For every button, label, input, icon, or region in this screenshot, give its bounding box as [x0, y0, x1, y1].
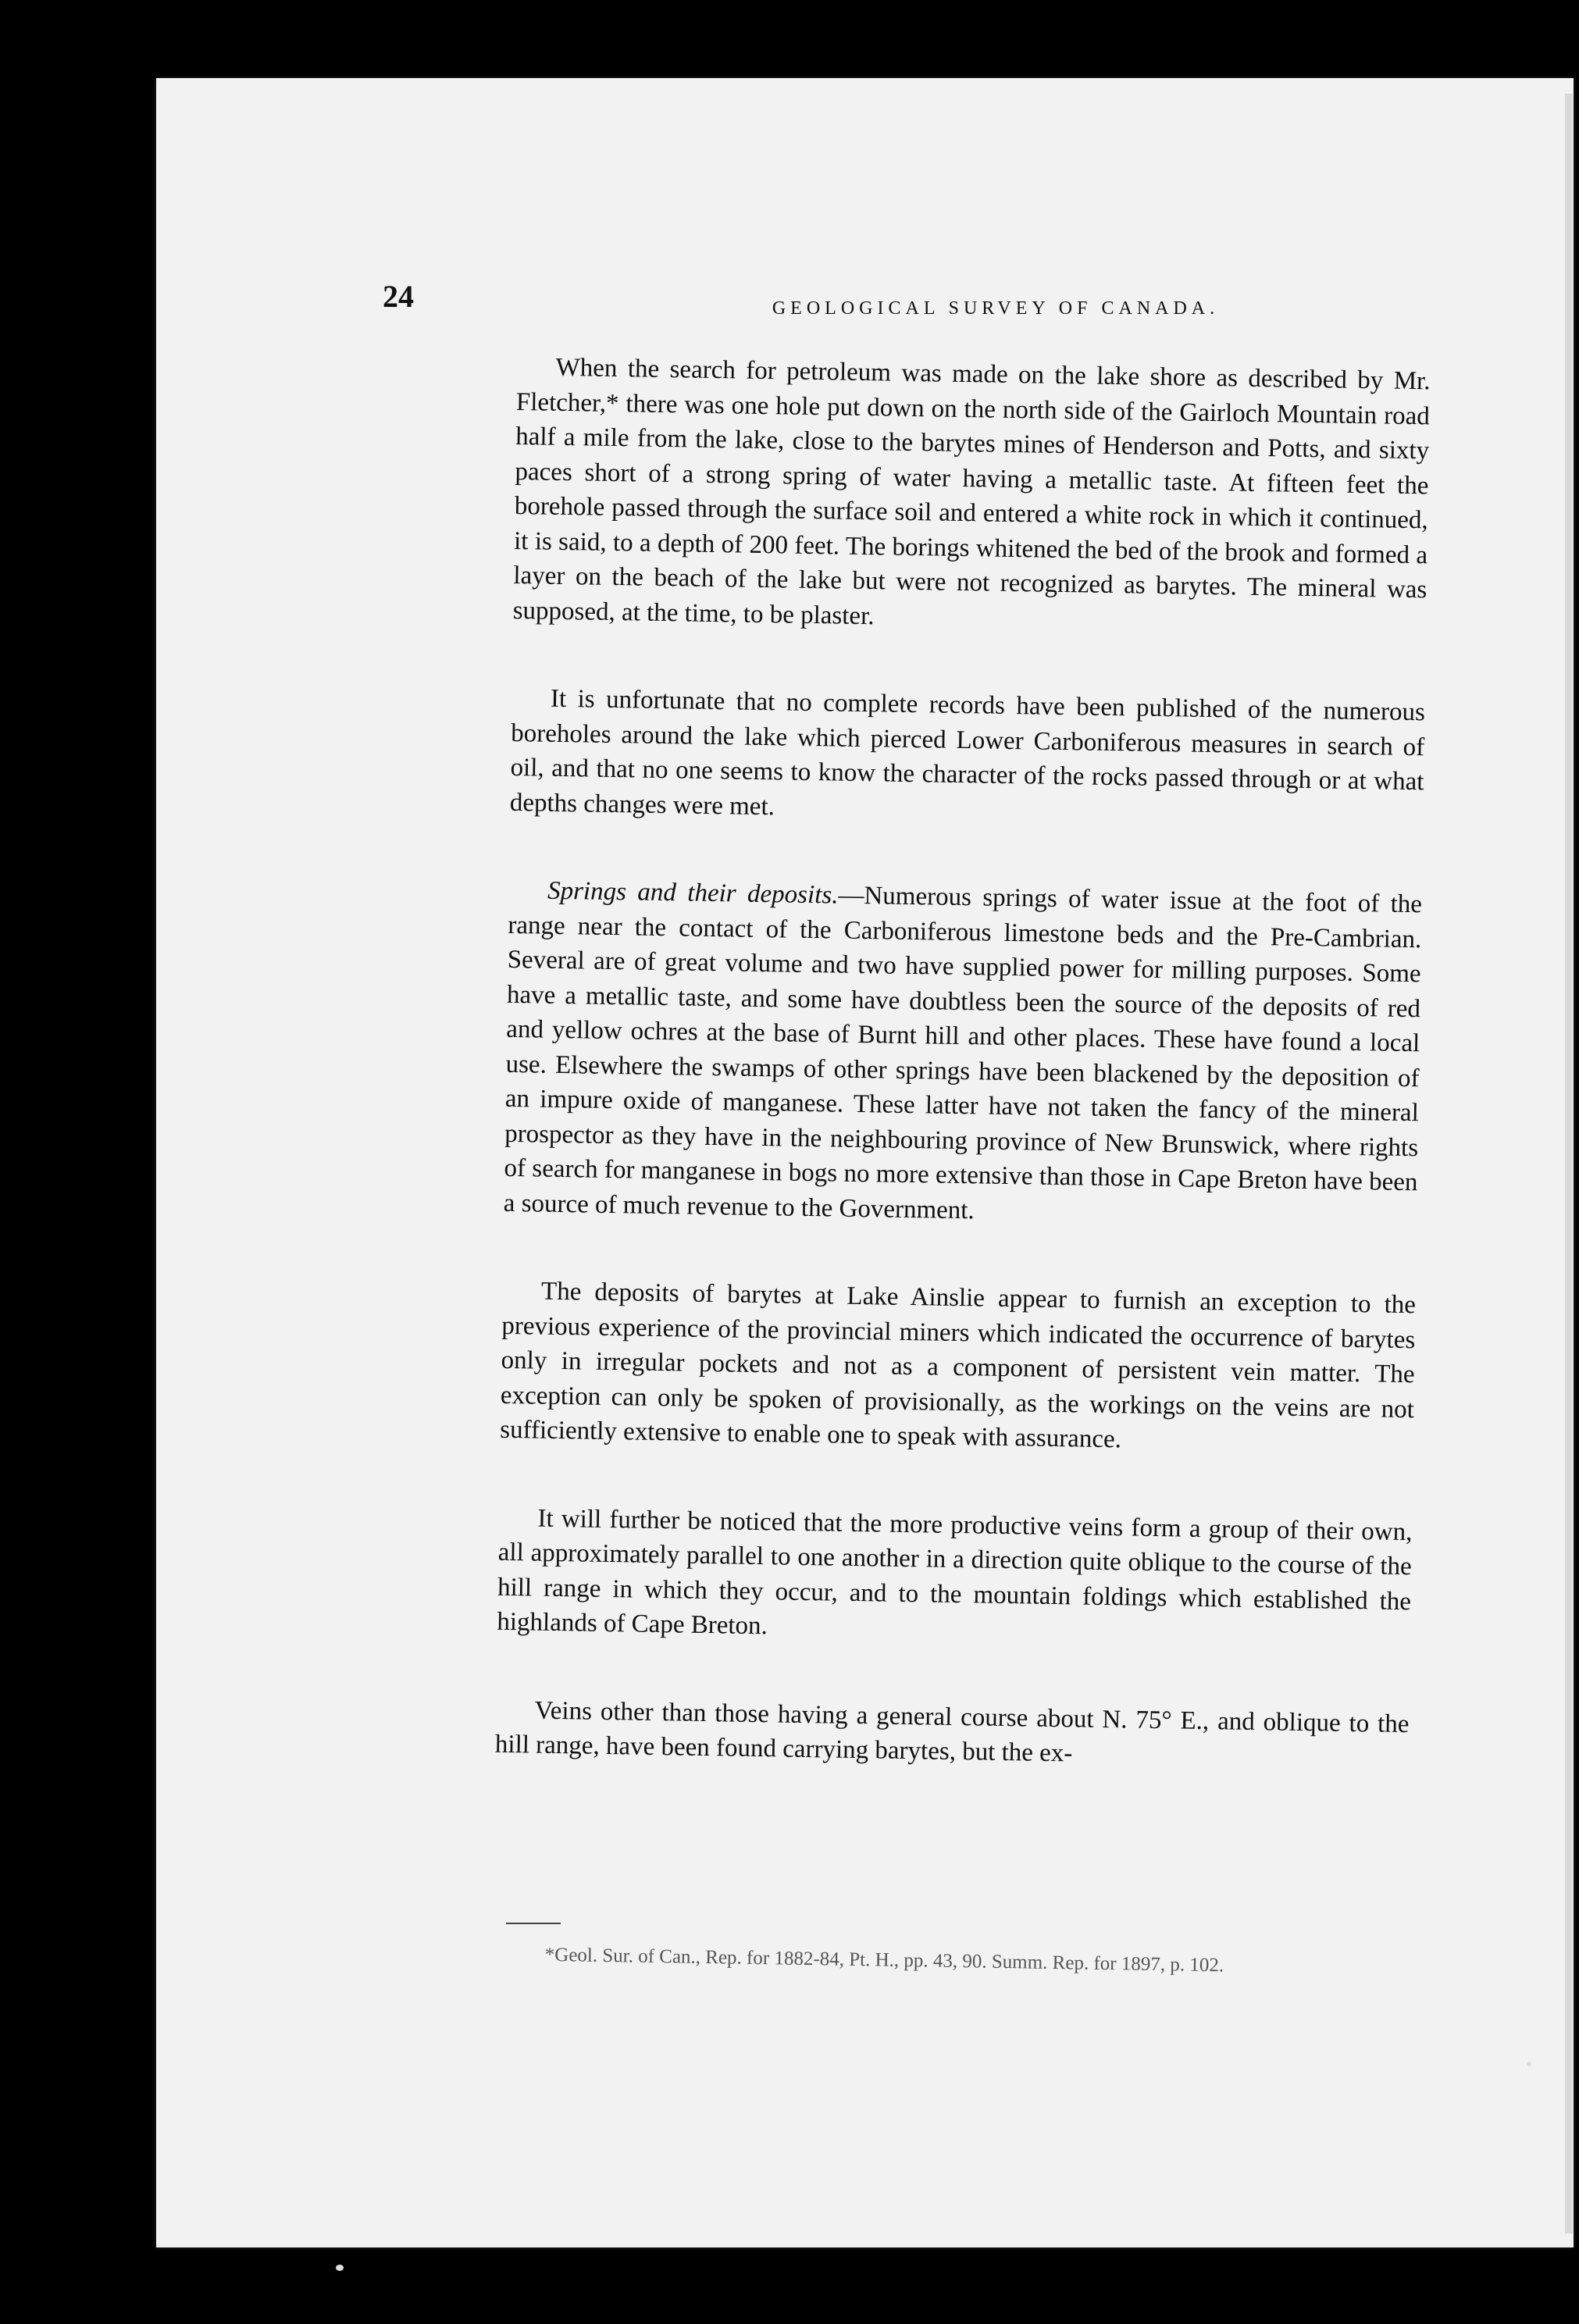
- paragraph-3: [503, 873, 1422, 1235]
- dust-speck: [1527, 2062, 1531, 2066]
- paragraph-2: It is unfortunate that no complete records have been published of the numerous boreholes around the lake which pierced Lower Carboniferous measures in search of oil, and that no one seems to know the character of the rocks passed through or at what depths changes were met.: [509, 684, 1426, 821]
- paragraph-5: It will further be noticed that the more productive veins form a group of their own, all approximately parallel to one another in a direction quite oblique to the course of the hill range in which they occur, and to the mountain foldings which established the highlands of Cape Breton.: [497, 1504, 1413, 1641]
- footnote-rule: [506, 1923, 561, 1924]
- footnote: *Geol. Sur. of Can., Rep. for 1882-84, Pt. H., pp. 43, 90. Summ. Rep. for 1897, p. 102.: [544, 1944, 1224, 1976]
- section-heading: Springs and their deposits.: [547, 876, 839, 910]
- running-header: [383, 278, 1492, 325]
- page-edge: [1565, 94, 1573, 2233]
- paragraph-4: The deposits of barytes at Lake Ainslie appear to furnish an exception to the previous experience of the provincial miners which indicated the occurrence of barytes only in irregular pockets and not as a component of persistent vein matter. The exception can only be spoken of provisionally, as the workings on the veins are not sufficiently extensive to enable one to speak with assurance.: [499, 1277, 1417, 1454]
- paragraph-3-text: —Numerous springs of water issue at the foot of the range near the contact of the Carboniferous limestone beds and the Pre-Cambrian. Several are of great volume and two have supplied power for milling purposes. Some have a metallic taste, and some have doubtless been the source of the deposits of red and yellow ochres at the base of Burnt hill and other places. These have found a local use. Elsewhere the swamps of other springs have been blackened by the deposition of an impure oxide of manganese. These latter have not taken the fancy of the mineral prospector as they have in the neighbouring province of New Brunswick, where rights of search for manganese in bogs no more extensive than those in Cape Breton have been a source of much revenue to the Government.: [503, 881, 1423, 1224]
- paragraph-6: Veins other than those having a general course about N. 75° E., and oblique to the hill range, have been found carrying barytes, but the ex-: [494, 1696, 1410, 1768]
- running-title: GEOLOGICAL SURVEY OF CANADA.: [772, 298, 1220, 319]
- page-number: 24: [383, 279, 414, 314]
- paragraph-1: When the search for petroleum was made on the lake shore as described by Mr. Fletcher,* there was one hole put down on the north side of the Gairloch Mountain road half a mile from the lake, close to the barytes mines of Henderson and Potts, and sixty paces short of a strong spring of water having a metallic taste. At fifteen feet the borehole passed through the surface soil and entered a white rock in which it continued, it is said, to a depth of 200 feet. The borings whitened the bed of the brook and formed a layer on the beach of the lake but were not recognized as barytes. The mineral was supposed, at the time, to be plaster.: [512, 353, 1431, 630]
- dust-speck: [336, 2265, 344, 2271]
- body-text: [495, 350, 1431, 1777]
